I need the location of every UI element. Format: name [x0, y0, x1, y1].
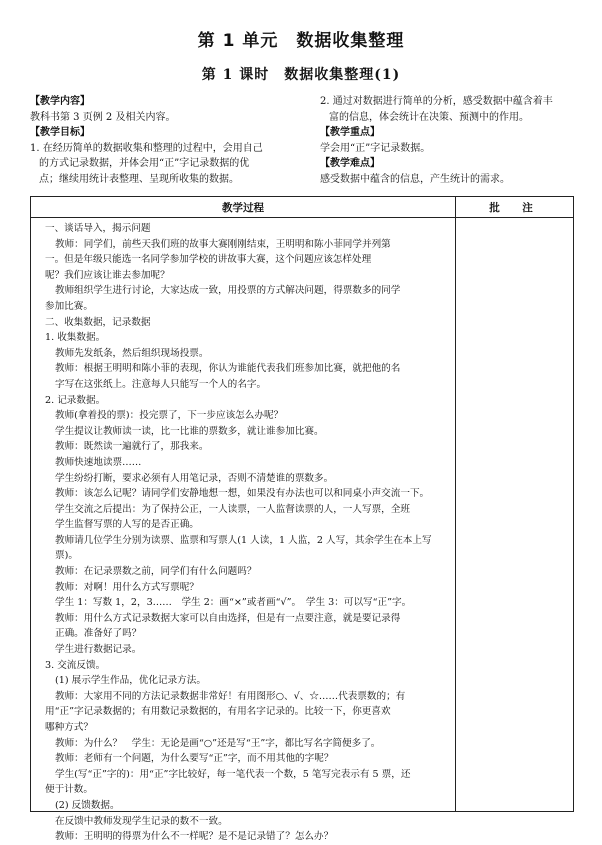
- teaching-process-table: [30, 196, 574, 843]
- text-line: 呢？我们应该让谁去参加呢？: [45, 269, 170, 281]
- goal-1-line: 点；继续用统计表整理、呈现所收集的数据。: [39, 173, 239, 185]
- step-heading: 1. 收集数据。: [45, 332, 106, 344]
- difficulty-heading: 【教学难点】: [320, 158, 380, 170]
- text-line: 教师：根据王明明和陈小菲的表现，你认为谁能代表我们班参加比赛，就把他的名: [55, 363, 401, 375]
- header-divider: [31, 217, 573, 218]
- text-line: 学生 1：写数 1，2，3…… 学生 2：画“×”或者画“√”。 学生 3：可以写“正”字。: [55, 597, 412, 609]
- text-line: 学生监督写票的人写的是否正确。: [55, 519, 199, 531]
- text-line: 教师：大家用不同的方法记录数据非常好！有用图形○、√、☆……代表票数的；有: [55, 690, 406, 702]
- info-left-column: [30, 94, 308, 188]
- process-content: [36, 221, 450, 845]
- text-line: 教师：老师有一个问题，为什么要写“正”字，而不用其他的字呢？: [55, 753, 334, 765]
- goal-2-line: 富的信息，体会统计在决策、预测中的作用。: [329, 111, 529, 123]
- text-line: 哪种方式？: [45, 722, 93, 733]
- key-points-text: 学会用“正”字记录数据。: [320, 142, 431, 154]
- text-line: 教师(拿着投的票)：投完票了，下一步应该怎么办呢？: [55, 410, 284, 422]
- text-line: 教师：用什么方式记录数据大家可以自由选择，但是有一点要注意，就是要记录得: [55, 612, 401, 624]
- goal-1-line: 1. 在经历简单的数据收集和整理的过程中，会用自己: [30, 142, 263, 154]
- text-line: 教师先发纸条，然后组织现场投票。: [55, 347, 209, 359]
- text-line: 教师：既然读一遍就行了，那我来。: [55, 441, 209, 453]
- goal-1-line: 的方式记录数据，并体会用“正”字记录数据的优: [39, 158, 250, 170]
- text-line: 一。但是年级只能选一名同学参加学校的讲故事大赛，这个问题应该怎样处理: [45, 254, 372, 266]
- text-line: (1) 展示学生作品，优化记录方法。: [55, 675, 206, 687]
- text-line: 学生进行数据记录。: [55, 644, 142, 656]
- column-divider: [455, 197, 456, 811]
- section-heading: 二、收集数据，记录数据: [45, 316, 151, 328]
- text-line: (2) 反馈数据。: [55, 799, 120, 811]
- goals-heading: 【教学目标】: [30, 127, 90, 139]
- text-line: 教师：王明明的得票为什么不一样呢？是不是记录错了？怎么办？: [55, 831, 334, 843]
- goal-2-line: 2. 通过对数据进行简单的分析，感受数据中蕴含着丰: [320, 96, 553, 107]
- info-right-column: [320, 94, 576, 188]
- lesson-title: 第 1 课时 数据收集整理(1): [201, 67, 401, 83]
- text-line: 学生纷纷打断，要求必须有人用笔记录，否则不清楚谁的票数多。: [55, 472, 334, 484]
- text-line: 学生(写“正”字的)：用“正”字比较好，每一笔代表一个数，5 笔写完表示有 5 票，还: [55, 768, 411, 780]
- text-line: 正确。准备好了吗？: [55, 628, 142, 640]
- process-column-header: 教学过程: [222, 202, 264, 214]
- content-text: 教科书第 3 页例 2 及相关内容。: [30, 111, 176, 123]
- difficulty-text: 感受数据中蕴含的信息，产生统计的需求。: [320, 173, 510, 185]
- text-line: 教师请几位学生分别为读票、监票和写票人(1 人读，1 人监，2 人写，其余学生在本上写票)。: [55, 534, 432, 562]
- text-line: 参加比赛。: [45, 300, 93, 312]
- text-line: 教师：在记录票数之前，同学们有什么问题吗？: [55, 566, 257, 578]
- text-line: 教师：该怎么记呢？请同学们安静地想一想，如果没有办法也可以和同桌小声交流一下。: [55, 488, 430, 500]
- text-line: 便于计数。: [45, 784, 93, 796]
- notes-column-header: 批 注: [489, 202, 539, 214]
- text-line: 学生交流之后提出：为了保持公正，一人读票，一人监督读票的人，一人写票，全班: [55, 503, 410, 515]
- text-line: 教师组织学生进行讨论，大家达成一致，用投票的方式解决问题，得票数多的同学: [55, 285, 401, 297]
- key-points-heading: 【教学重点】: [320, 127, 380, 139]
- text-line: 教师：为什么？ 学生：无论是画“○”还是写“王”字，都比写名字简便多了。: [55, 737, 381, 749]
- text-line: 教师：对啊！用什么方式写票呢？: [55, 581, 199, 593]
- text-line: 教师快速地读票……: [55, 456, 142, 468]
- text-line: 用“正”字记录数据的；有用数记录数据的，有用名字记录的。比较一下，你更喜欢: [45, 706, 391, 718]
- step-heading: 2. 记录数据。: [45, 394, 106, 406]
- section-heading: 一、谈话导入，揭示问题: [45, 223, 151, 234]
- step-heading: 3. 交流反馈。: [45, 659, 106, 671]
- text-line: 字写在这张纸上。注意每人只能写一个人的名字。: [55, 378, 267, 390]
- content-heading: 【教学内容】: [30, 96, 90, 107]
- text-line: 在反馈中教师发现学生记录的数不一致。: [55, 815, 228, 827]
- text-line: 学生提议让教师读一读，比一比谁的票数多，就让谁参加比赛。: [55, 425, 324, 437]
- unit-title: 第 1 单元 数据收集整理: [197, 31, 405, 51]
- text-line: 教师：同学们，前些天我们班的故事大赛刚刚结束，王明明和陈小菲同学并列第: [55, 238, 391, 250]
